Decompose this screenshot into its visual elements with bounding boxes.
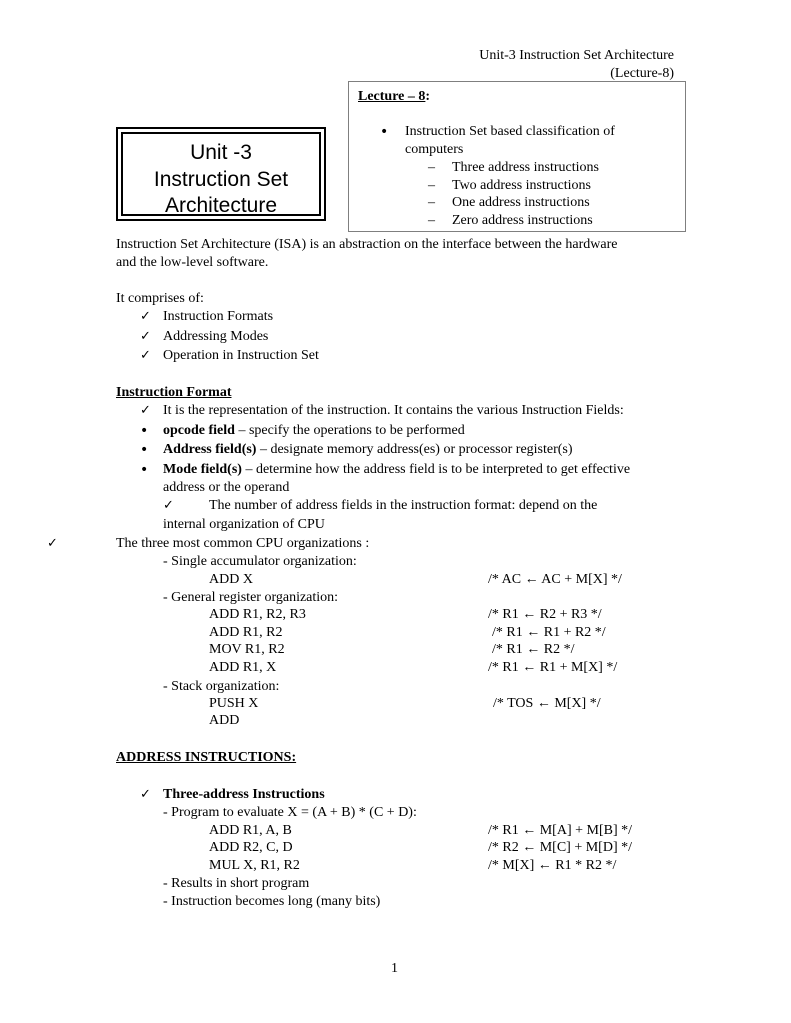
unit-title-line: Instruction Set xyxy=(153,168,289,191)
checkmark-icon: ✓ xyxy=(163,498,174,513)
code-line: MUL X, R1, R2 xyxy=(209,858,300,873)
organizations-heading: The three most common CPU organizations : xyxy=(116,536,370,551)
code-line: ADD R1, A, B xyxy=(209,823,292,838)
checkmark-icon: ✓ xyxy=(140,309,151,324)
code-line: ADD R1, R2, R3 xyxy=(209,607,306,622)
lecture-subtopic-dash: – xyxy=(428,160,435,175)
lecture-title: Lecture – 8: xyxy=(358,89,431,104)
lecture-bullet: • xyxy=(380,124,389,140)
running-header-lecture: (Lecture-8) xyxy=(610,66,674,81)
code-line: MOV R1, R2 xyxy=(209,642,285,657)
page-number: 1 xyxy=(391,961,398,976)
instruction-format-heading: Instruction Format xyxy=(116,385,232,400)
lecture-topic-line2: computers xyxy=(405,142,464,157)
lecture-subtopic: One address instructions xyxy=(452,195,590,210)
unit-title-line: Architecture xyxy=(164,194,278,217)
lecture-topic-line1: Instruction Set based classification of xyxy=(405,124,615,139)
comprises-item: Operation in Instruction Set xyxy=(163,348,319,363)
address-field-item: Address field(s) – designate memory address(es) or processor register(s) xyxy=(163,442,573,457)
program-evaluate-line: - Program to evaluate X = (A + B) * (C + D): xyxy=(163,805,417,820)
three-address-heading: Three-address Instructions xyxy=(163,787,325,802)
comprises-heading: It comprises of: xyxy=(116,291,204,306)
lecture-subtopic: Zero address instructions xyxy=(452,213,593,228)
code-line: ADD R1, X xyxy=(209,660,277,675)
code-comment: /* TOS ← M[X] */ xyxy=(493,696,601,711)
intro-paragraph-line2: and the low-level software. xyxy=(116,255,269,270)
opcode-field-item: opcode field – specify the operations to be performed xyxy=(163,423,465,438)
lecture-subtopic: Two address instructions xyxy=(452,178,592,193)
bullet-icon: • xyxy=(140,442,149,458)
mode-field-item-continued: address or the operand xyxy=(163,480,290,495)
code-line: ADD R1, R2 xyxy=(209,625,283,640)
code-line: ADD R2, C, D xyxy=(209,840,293,855)
comprises-item: Addressing Modes xyxy=(163,329,269,344)
instruction-long: - Instruction becomes long (many bits) xyxy=(163,894,381,909)
unit-title-box-inner xyxy=(121,132,321,216)
lecture-subtopic-dash: – xyxy=(428,213,435,228)
lecture-subtopic-dash: – xyxy=(428,195,435,210)
checkmark-icon: ✓ xyxy=(140,403,151,418)
checkmark-icon: ✓ xyxy=(140,348,151,363)
address-fields-count-line1: The number of address fields in the instruction format: depend on the xyxy=(209,498,598,513)
code-line: PUSH X xyxy=(209,696,259,711)
stack-organization-heading: - Stack organization: xyxy=(163,679,280,694)
code-comment: /* AC ← AC + M[X] */ xyxy=(488,572,622,587)
code-comment: /* R2 ← M[C] + M[D] */ xyxy=(488,840,633,855)
bullet-icon: • xyxy=(140,423,149,439)
code-comment: /* M[X] ← R1 * R2 */ xyxy=(488,858,617,873)
address-instructions-heading: ADDRESS INSTRUCTIONS: xyxy=(116,750,297,765)
code-line: ADD xyxy=(209,713,240,728)
code-comment: /* R1 ← R2 + R3 */ xyxy=(488,607,602,622)
code-comment: /* R1 ← R1 + R2 */ xyxy=(492,625,606,640)
unit-title-line: Unit -3 xyxy=(190,141,252,164)
lecture-subtopic-dash: – xyxy=(428,178,435,193)
unit-title-box xyxy=(116,127,326,221)
comprises-item: Instruction Formats xyxy=(163,309,274,324)
result-short-program: - Results in short program xyxy=(163,876,310,891)
checkmark-icon: ✓ xyxy=(140,329,151,344)
running-header-title: Unit-3 Instruction Set Architecture xyxy=(479,48,674,63)
code-comment: /* R1 ← M[A] + M[B] */ xyxy=(488,823,633,838)
general-register-heading: - General register organization: xyxy=(163,590,339,605)
mode-field-item: Mode field(s) – determine how the address field is to be interpreted to get effective xyxy=(163,462,631,477)
lecture-subtopic: Three address instructions xyxy=(452,160,599,175)
single-accumulator-heading: - Single accumulator organization: xyxy=(163,554,357,569)
code-comment: /* R1 ← R1 + M[X] */ xyxy=(488,660,618,675)
intro-paragraph-line1: Instruction Set Architecture (ISA) is an abstraction on the interface between the hardware xyxy=(116,237,618,252)
address-fields-count-line2: internal organization of CPU xyxy=(163,517,325,532)
code-comment: /* R1 ← R2 */ xyxy=(492,642,575,657)
checkmark-icon: ✓ xyxy=(47,536,58,551)
instruction-representation: It is the representation of the instruction. It contains the various Instruction Fields: xyxy=(163,403,624,418)
checkmark-icon: ✓ xyxy=(140,787,151,802)
bullet-icon: • xyxy=(140,462,149,478)
code-line: ADD X xyxy=(209,572,253,587)
